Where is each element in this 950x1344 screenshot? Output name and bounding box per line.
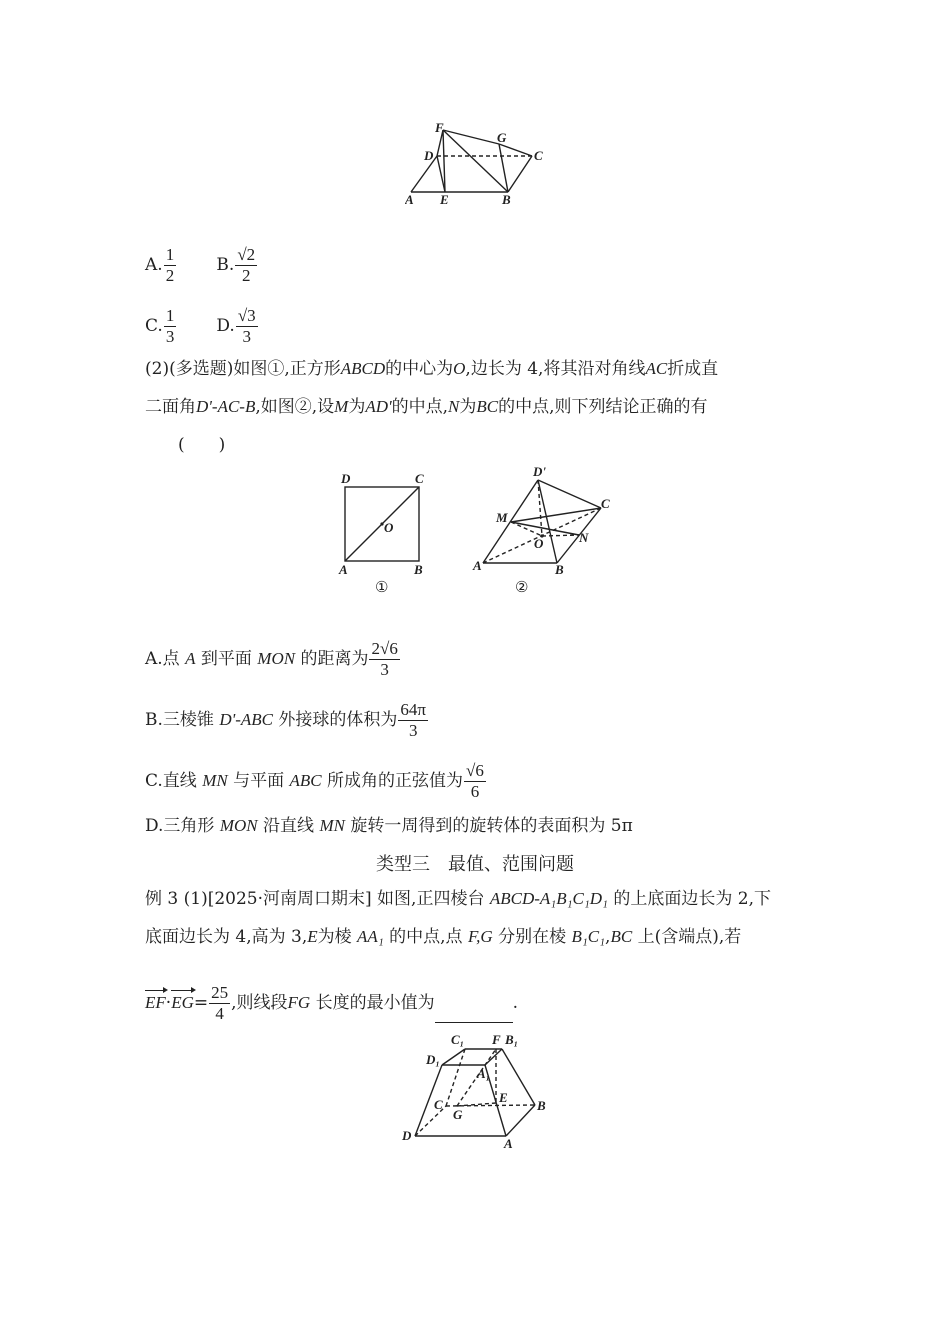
fig1-label-g: G <box>497 130 507 145</box>
fig3-label-g: G <box>453 1107 463 1122</box>
q1-options-row-2 <box>145 307 259 346</box>
fig3-label-d: D <box>402 1128 412 1143</box>
q2-option-d[interactable]: D.三角形 MON 沿直线 MN 旋转一周得到的旋转体的表面积为 5π <box>145 816 633 836</box>
option-b[interactable]: B. $\frac{√2}{2}$ <box>216 245 256 285</box>
fig3-label-e: E <box>499 1090 508 1105</box>
section-title: 类型三 最值、范围问题 <box>376 854 574 875</box>
fraction: $\frac{1}{3}$ <box>165 306 175 346</box>
fraction: $\frac{√6}{6}$ <box>466 761 484 801</box>
fig1-label-b: B <box>502 192 511 207</box>
fig3-label-b: B <box>537 1098 546 1113</box>
fig2-left-label-c: C <box>415 471 424 486</box>
fig2-right-label-a: A <box>473 558 482 573</box>
fig1-label-d: D <box>424 148 434 163</box>
option-a[interactable]: A. $\frac{1}{2}$ <box>145 245 175 285</box>
vector-ef: EF <box>145 993 166 1012</box>
fig3-label-f: F <box>492 1032 501 1047</box>
fraction: $\frac{√2}{2}$ <box>237 245 256 285</box>
q2-line-2: 二面角D'-AC-B,如图②,设M为AD'的中点,N为BC的中点,则下列结论正确的有 <box>145 397 708 417</box>
fig2-right-label-c: C <box>601 496 610 511</box>
fig2-right-label-n: N <box>579 530 589 545</box>
fig2-right-label-b: B <box>555 562 564 577</box>
fig3-label-b1: B₁ <box>505 1032 519 1047</box>
fig2-right-label-o: O <box>534 536 544 551</box>
fig2-left-label-o: O <box>384 520 394 535</box>
vector-eg: EG <box>171 993 194 1012</box>
figure-1 <box>405 120 555 210</box>
fig1-label-e: E <box>440 192 449 207</box>
option-d[interactable]: D. $\frac{√3}{3}$ <box>216 306 256 346</box>
fig2-left-label-b: B <box>414 562 423 577</box>
fig3-label-a1: A₁ <box>477 1066 491 1081</box>
fraction: $\frac{64\pi}{3}$ <box>400 700 426 740</box>
ex3-line-1: 例 3 (1)[2025·河南周口期末] 如图,正四棱台 ABCD-A₁B₁C₁D₁ 的上底面边长为 2,下 <box>145 889 771 909</box>
answer-bracket[interactable]: ( ) <box>178 435 226 455</box>
ex3-line-2: 底面边长为 4,高为 3,E为棱 AA₁ 的中点,点 F,G 分别在棱 B₁C₁,BC 上(含端点),若 <box>145 927 742 947</box>
fig2-right-label-m: M <box>496 510 508 525</box>
fig3-label-d1: D₁ <box>426 1052 440 1067</box>
option-c[interactable]: C. $\frac{1}{3}$ <box>145 306 175 346</box>
q2-line-1: (2)(多选题)如图①,正方形ABCD的中心为O,边长为 4,将其沿对角线AC折成直 <box>145 359 719 379</box>
fraction: $\frac{25}{4}$ <box>211 983 229 1023</box>
fig1-label-c: C <box>534 148 543 163</box>
q2-option-b[interactable]: B.三棱锥 D'-ABC 外接球的体积为 $\frac{64\pi}{3}$ <box>145 700 426 740</box>
fig2-left-label-d: D <box>341 471 351 486</box>
ex3-line-3: EF·EG= $\frac{25}{4}$ ,则线段FG 长度的最小值为 . <box>145 983 518 1023</box>
fig2-right-label-d: D' <box>533 464 546 479</box>
q2-option-a[interactable]: A.点 A 到平面 MON 的距离为 $\frac{2√6}{3}$ <box>145 639 398 679</box>
fig2-caption-1: ① <box>375 580 389 596</box>
fig3-label-c: C <box>434 1097 443 1112</box>
fig2-caption-2: ② <box>515 580 529 596</box>
q1-options-row-1 <box>145 246 258 285</box>
answer-blank[interactable] <box>435 1006 513 1023</box>
figure-2 <box>335 460 625 600</box>
fig1-label-f: F <box>435 120 444 135</box>
fig1-label-a: A <box>405 192 414 207</box>
fraction: $\frac{2√6}{3}$ <box>371 639 398 679</box>
fig3-label-a: A <box>504 1136 513 1151</box>
q2-option-c[interactable]: C.直线 MN 与平面 ABC 所成角的正弦值为 $\frac{√6}{6}$ <box>145 761 484 801</box>
fraction: $\frac{1}{2}$ <box>165 245 175 285</box>
fraction: $\frac{√3}{3}$ <box>237 306 256 346</box>
fig3-label-c1: C₁ <box>451 1032 465 1047</box>
figure-3 <box>395 1028 560 1153</box>
fig2-left-label-a: A <box>339 562 348 577</box>
